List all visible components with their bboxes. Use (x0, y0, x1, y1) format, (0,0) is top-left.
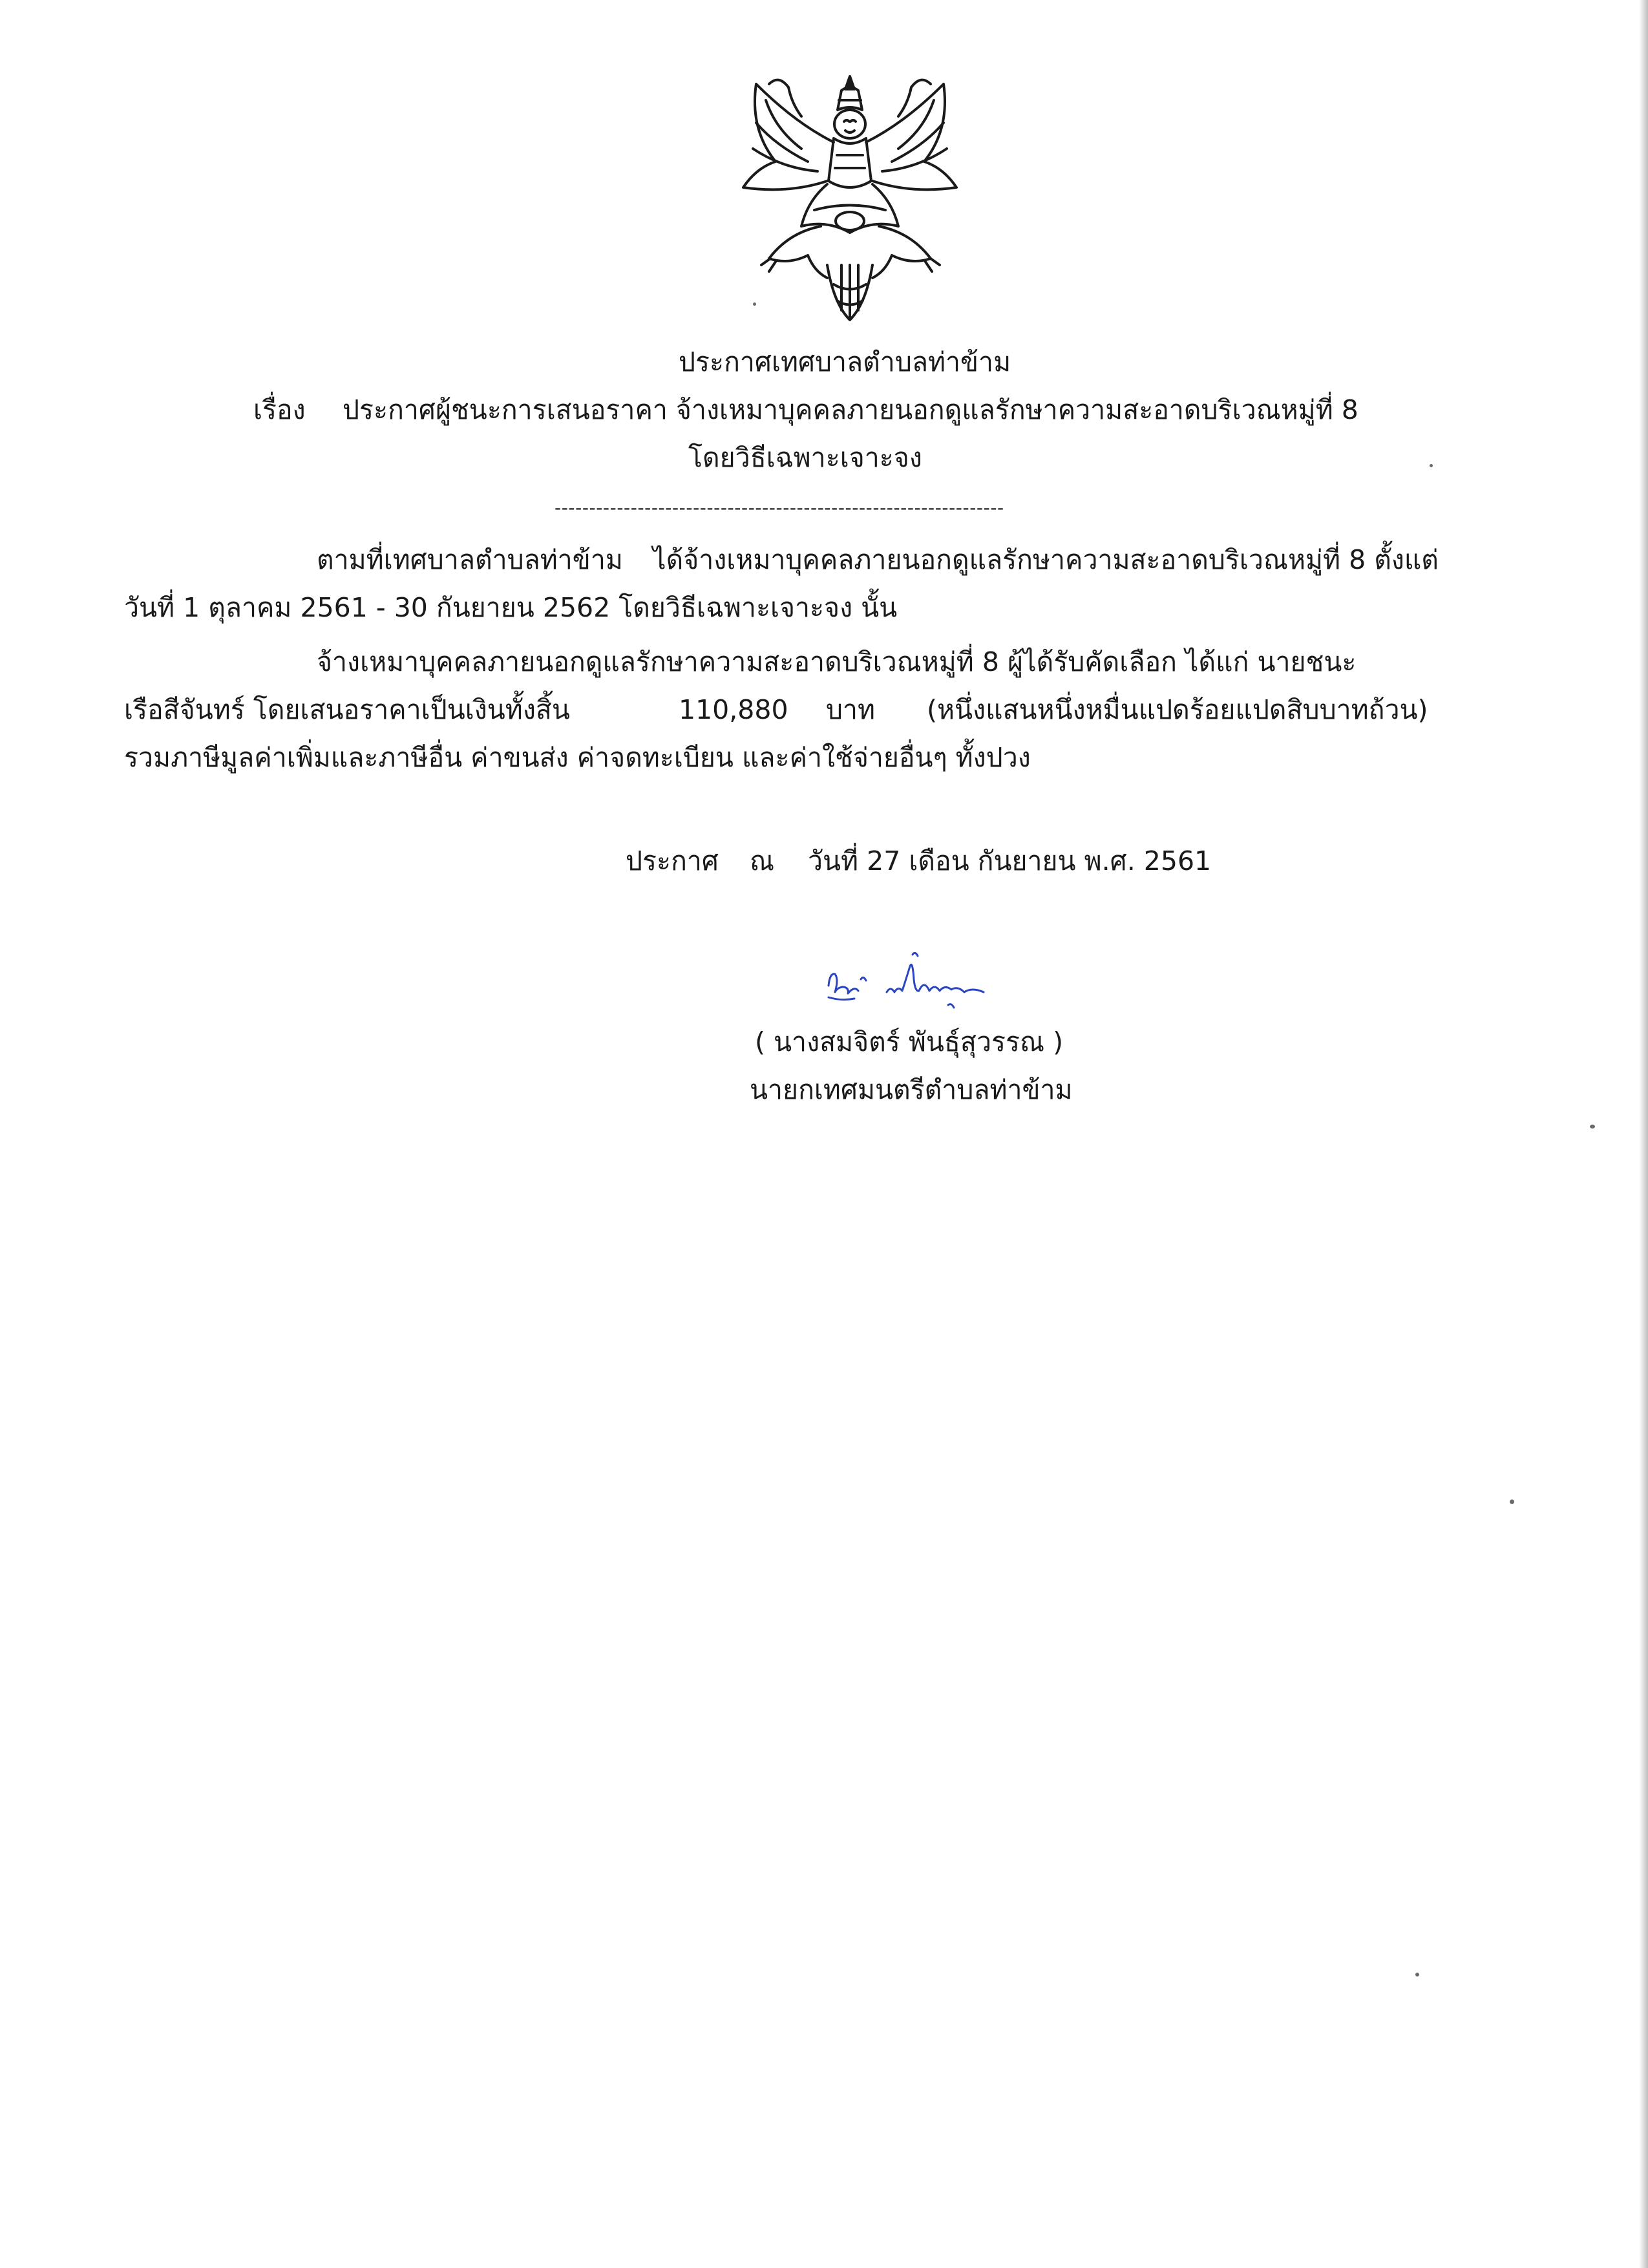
garuda-emblem-icon (730, 71, 969, 323)
subject-method: โดยวิธีเฉพาะเจาะจง (688, 442, 922, 473)
scan-speck (1510, 1500, 1514, 1504)
scan-speck (1590, 1125, 1595, 1129)
announcement-at: ณ (750, 845, 775, 876)
signatory-name: ( นางสมจิตร์ พันธุ์สุวรรณ ) (755, 1026, 1064, 1057)
scan-edge (1639, 0, 1648, 2268)
signatory-position: นายกเทศมนตรีตำบลท่าข้าม (750, 1074, 1073, 1105)
notice-title: ประกาศเทศบาลตำบลท่าข้าม (679, 346, 1011, 377)
separator-line: ----------------------------------------------------------------- (555, 497, 1004, 518)
announcement-label: ประกาศ (626, 845, 719, 876)
paragraph-2-line-2-start: เรือสีจันทร์ โดยเสนอราคาเป็นเงินทั้งสิ้น (124, 694, 570, 725)
contract-amount: 110,880 (679, 694, 788, 725)
amount-in-words: (หนึ่งแสนหนึ่งหมื่นแปดร้อยแปดสิบบาทถ้วน) (927, 694, 1428, 725)
currency-baht: บาท (826, 694, 876, 725)
paragraph-2-line-3: รวมภาษีมูลค่าเพิ่มและภาษีอื่น ค่าขนส่ง ค่าจดทะเบียน และค่าใช้จ่ายอื่นๆ ทั้งปวง (124, 742, 1031, 773)
handwritten-signature-icon (816, 940, 1009, 1018)
paragraph-1-line-2: วันที่ 1 ตุลาคม 2561 - 30 กันยายน 2562 โดยวิธีเฉพาะเจาะจง นั้น (124, 592, 898, 623)
subject-text: ประกาศผู้ชนะการเสนอราคา จ้างเหมาบุคคลภายนอกดูแลรักษาความสะอาดบริเวณหมู่ที่ 8 (343, 394, 1358, 425)
announcement-date: วันที่ 27 เดือน กันยายน พ.ศ. 2561 (808, 845, 1212, 876)
paragraph-1-line-1-start: ตามที่เทศบาลตำบลท่าข้าม (317, 544, 623, 575)
scan-speck (1430, 464, 1433, 467)
paragraph-2-line-1: จ้างเหมาบุคคลภายนอกดูแลรักษาความสะอาดบริเวณหมู่ที่ 8 ผู้ได้รับคัดเลือก ได้แก่ นายชนะ (317, 646, 1357, 677)
scan-speck (753, 302, 756, 306)
scan-speck (1415, 1973, 1419, 1977)
paragraph-1-line-1-end: ได้จ้างเหมาบุคคลภายนอกดูแลรักษาความสะอาดบริเวณหมู่ที่ 8 ตั้งแต่ (653, 544, 1439, 575)
subject-label: เรื่อง (253, 394, 306, 425)
